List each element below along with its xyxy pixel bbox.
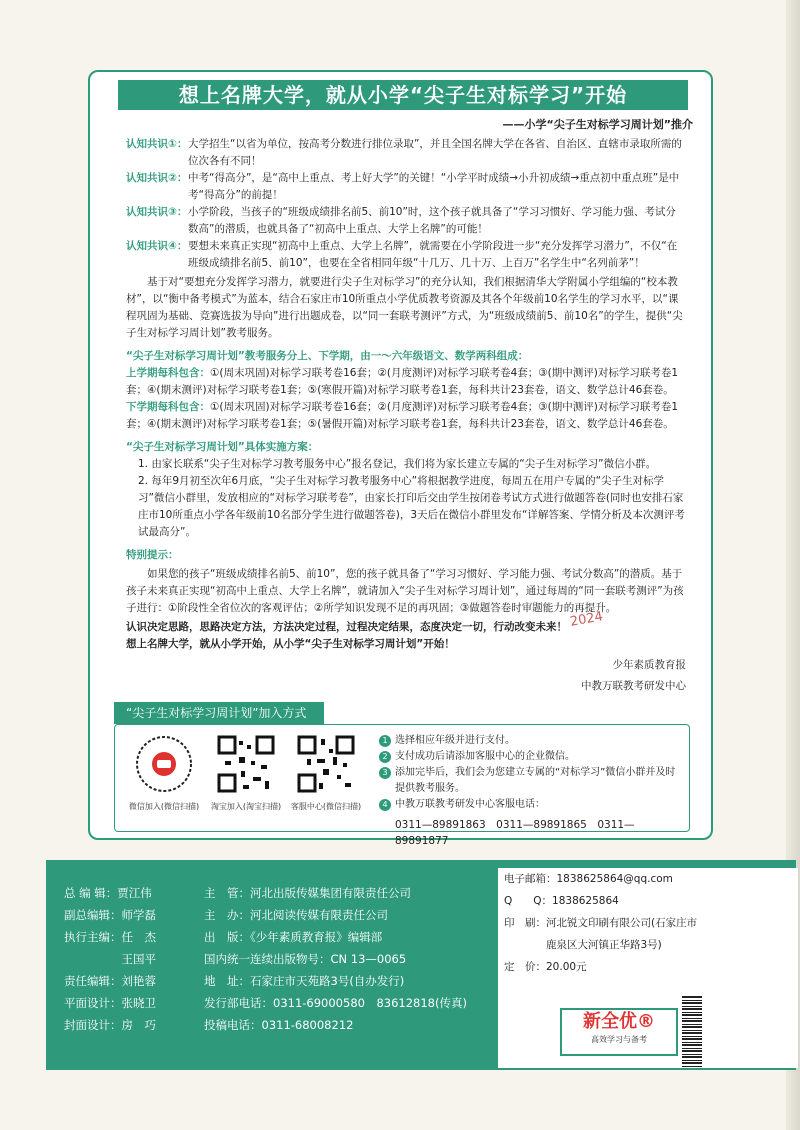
- step-number-icon: 3: [379, 767, 391, 779]
- step-3: [379, 765, 684, 797]
- consensus-text: 小学阶段，当孩子的“班级成绩排名前5、前10”时，这个孩子就具备了“学习习惯好、学习能力强、考试分数高”的潜质，也就具备了“初高中上重点、大学上名牌”的可能！: [188, 206, 676, 235]
- term2-heading: 下学期每科包含：: [126, 401, 210, 413]
- qr-wechat[interactable]: [125, 735, 203, 812]
- phone-numbers: 0311—89891863 0311—89891865 0311—89891877: [395, 819, 635, 847]
- consensus-3: [126, 204, 686, 238]
- qq: Q Q：1838625864: [504, 895, 619, 907]
- step-1: [379, 733, 684, 749]
- logo-text: 新全优®: [583, 1011, 655, 1032]
- imprint-role: 封面设计：房 巧: [64, 1018, 156, 1032]
- wechat-mini-program-icon: [135, 735, 193, 793]
- imprint-info: 地 址：石家庄市天苑路3号(自办发行): [204, 974, 405, 988]
- term2-text: ①(周末巩固)对标学习联考卷16套；②(月度测评)对标学习联考卷4套；③(期中测评)对标学习联考卷1套；④(期末测评)对标学习联考卷1套；⑤(暑假开篇)对标学习联考卷1套，每科共计23套卷，语文、数学总计46套卷。: [126, 401, 679, 430]
- signature-2: 中教万联教考研发中心: [581, 680, 686, 692]
- term1-heading: 上学期每科包含：: [126, 367, 210, 379]
- barcode-icon: [682, 995, 702, 1067]
- service-heading: “尖子生对标学习周计划”教考服务分上、下学期，由一～六年级语文、数学两科组成：: [126, 350, 529, 362]
- subtitle: ——小学“尖子生对标学习周计划”推介: [502, 118, 693, 131]
- plan-item: 1. 由家长联系“尖子生对标学习教考服务中心”报名登记，我们将为家长建立专属的“尖子生对标学习”微信小群。: [138, 458, 657, 470]
- imprint-role: 平面设计：张晓卫: [64, 996, 156, 1010]
- slogan-2: 想上名牌大学，就从小学开始，从小学“尖子生对标学习周计划”开始！: [126, 638, 455, 650]
- imprint-row: [64, 882, 494, 904]
- plan-list: [126, 456, 686, 541]
- handwritten-stamp: 2024: [568, 609, 605, 630]
- step-text: 添加完毕后，我们会为您建立专属的“对标学习”微信小群并及时提供教考服务。: [395, 767, 676, 794]
- imprint-info: 发行部电话：0311-69000580 83612818(传真): [204, 996, 467, 1010]
- email: 电子邮箱：1838625864@qq.com: [504, 873, 673, 885]
- imprint-role: 王国平: [64, 952, 156, 966]
- imprint-row: [64, 926, 494, 948]
- join-steps: [379, 733, 684, 849]
- consensus-2: [126, 170, 686, 204]
- imprint-left: [64, 882, 494, 1036]
- consensus-tag: 认知共识③：: [126, 206, 188, 218]
- consensus-text: 大学招生“以省为单位，按高考分数进行排位录取”，并且全国名牌大学在各省、自治区、直辖市录取所需的位次各有不同！: [188, 138, 682, 167]
- qr-label: 微信加入(微信扫描): [128, 802, 200, 811]
- term1-text: ①(周末巩固)对标学习联考卷16套；②(月度测评)对标学习联考卷4套；③(期中测评)对标学习联考卷1套；④(期末测评)对标学习联考卷1套；⑤(寒假开篇)对标学习联考卷1套，每科共计23套卷，语文、数学总计46套卷。: [126, 367, 679, 396]
- brand-logo: [560, 1008, 678, 1056]
- imprint-row: [64, 970, 494, 992]
- slogan-1: 认识决定思路，思路决定方法，方法决定过程，过程决定结果，态度决定一切，行动改变未来！: [126, 621, 567, 633]
- consensus-tag: 认知共识①：: [126, 138, 188, 150]
- tip-paragraph: 如果您的孩子“班级成绩排名前5、前10”，您的孩子就具备了“学习习惯好、学习能力强、考试分数高”的潜质。基于孩子未来真正实现“初高中上重点、大学上名牌”，就请加入“尖子生对标学习周计划”，通过每周的“同一套联考测评”为孩子进行：①阶段性全省位次的客观评估；②所学知识发现不足的再巩固；③做题答卷时审题能力的再提升。: [126, 568, 684, 614]
- imprint-role: 总 编 辑：贾江伟: [64, 886, 152, 900]
- qr-label: 客服中心(微信扫描): [290, 802, 362, 811]
- consensus-4: [126, 238, 686, 272]
- qr-service[interactable]: [287, 735, 365, 812]
- consensus-tag: 认知共识④：: [126, 240, 188, 252]
- qr-taobao[interactable]: [207, 735, 285, 812]
- qr-code-icon: [217, 735, 275, 793]
- imprint-row: [64, 904, 494, 926]
- imprint-role: 责任编辑：刘艳蓉: [64, 974, 156, 988]
- promo-card: [88, 70, 713, 847]
- join-box: [114, 724, 690, 847]
- tip-heading: 特别提示：: [126, 549, 179, 561]
- consensus-tag: 认知共识②：: [126, 172, 188, 184]
- imprint-info: 主 办：河北阅读传媒有限责任公司: [204, 908, 388, 922]
- qr-code-icon: [297, 735, 355, 793]
- step-number-icon: 1: [379, 735, 391, 747]
- step-text: 选择相应年级并进行支付。: [395, 735, 515, 746]
- step-4: [379, 797, 684, 813]
- term1-block: [126, 365, 686, 399]
- step-number-icon: 2: [379, 751, 391, 763]
- price: 定 价：20.00元: [504, 961, 587, 973]
- step-text: 中教万联教考研发中心客服电话：: [395, 799, 545, 810]
- imprint-row: [64, 992, 494, 1014]
- printer: 印 刷：河北锐文印刷有限公司(石家庄市: [504, 917, 698, 929]
- imprint-role: 执行主编：任 杰: [64, 930, 156, 944]
- banner-title: 想上名牌大学，就从小学“尖子生对标学习”开始: [118, 80, 688, 110]
- intro-paragraph: 基于对“要想充分发挥学习潜力，就要进行尖子生对标学习”的充分认知，我们根据清华大学附属小学组编的“校本教材”，以“衡中备考模式”为蓝本，结合石家庄市10所重点小学优质教考资源及其各个年级前10名学生的学习水平，以“课程巩固为基础、竞赛选拔为导向”进行出题成卷，以“同一套联考测评”方式，为“班级成绩前5、前10名”的学生，提供“尖子生对标学习周计划”教考服务。: [126, 276, 683, 339]
- printer-address: 鹿泉区大河镇正华路3号): [504, 939, 662, 951]
- consensus-text: 中考“得高分”，是“高中上重点、考上好大学”的关键！“小学平时成绩→小升初成绩→重点初中重点班”是中考“得高分”的前提！: [188, 172, 680, 201]
- imprint-info: 投稿电话：0311-68008212: [204, 1018, 354, 1032]
- imprint-role: 副总编辑：师学磊: [64, 908, 156, 922]
- imprint-row: [64, 1014, 494, 1036]
- term2-block: [126, 399, 686, 433]
- plan-item: 2. 每年9月初至次年6月底，“尖子生对标学习教考服务中心”将根据教学进度，每周五在用户专属的“尖子生对标学习”微信小群里，发放相应的“对标学习联考卷”，由家长打印后交由学生按闭卷考试方式进行做题答卷(同时也安排石家庄市10所重点小学各年级前10名部分学生进行做题答卷)，3天后在微信小群里发布“详解答案、学情分析及本次测评考试最高分”。: [138, 475, 685, 538]
- imprint-info: 出 版：《少年素质教育报》编辑部: [204, 930, 383, 944]
- consensus-text: 要想未来真正实现“初高中上重点、大学上名牌”，就需要在小学阶段进一步“充分发挥学习潜力”，不仅“在班级成绩排名前5、前10”，也要在全省相同年级“十几万、几十万、上百万”名学生中“名列前茅”！: [188, 240, 678, 269]
- step-text: 支付成功后请添加客服中心的企业微信。: [395, 751, 575, 762]
- step-number-icon: 4: [379, 799, 391, 811]
- qr-label: 淘宝加入(淘宝扫描): [210, 802, 282, 811]
- imprint-row: [64, 948, 494, 970]
- signature-1: 少年素质教育报: [612, 659, 686, 671]
- step-2: [379, 749, 684, 765]
- join-title: “尖子生对标学习周计划”加入方式: [114, 702, 324, 724]
- logo-subtitle: 高效学习与备考: [591, 1035, 647, 1044]
- consensus-1: [126, 136, 686, 170]
- plan-heading: “尖子生对标学习周计划”具体实施方案：: [126, 441, 319, 453]
- imprint-info: 主 管：河北出版传媒集团有限责任公司: [204, 886, 411, 900]
- imprint-info: 国内统一连续出版物号：CN 13—0065: [204, 952, 407, 966]
